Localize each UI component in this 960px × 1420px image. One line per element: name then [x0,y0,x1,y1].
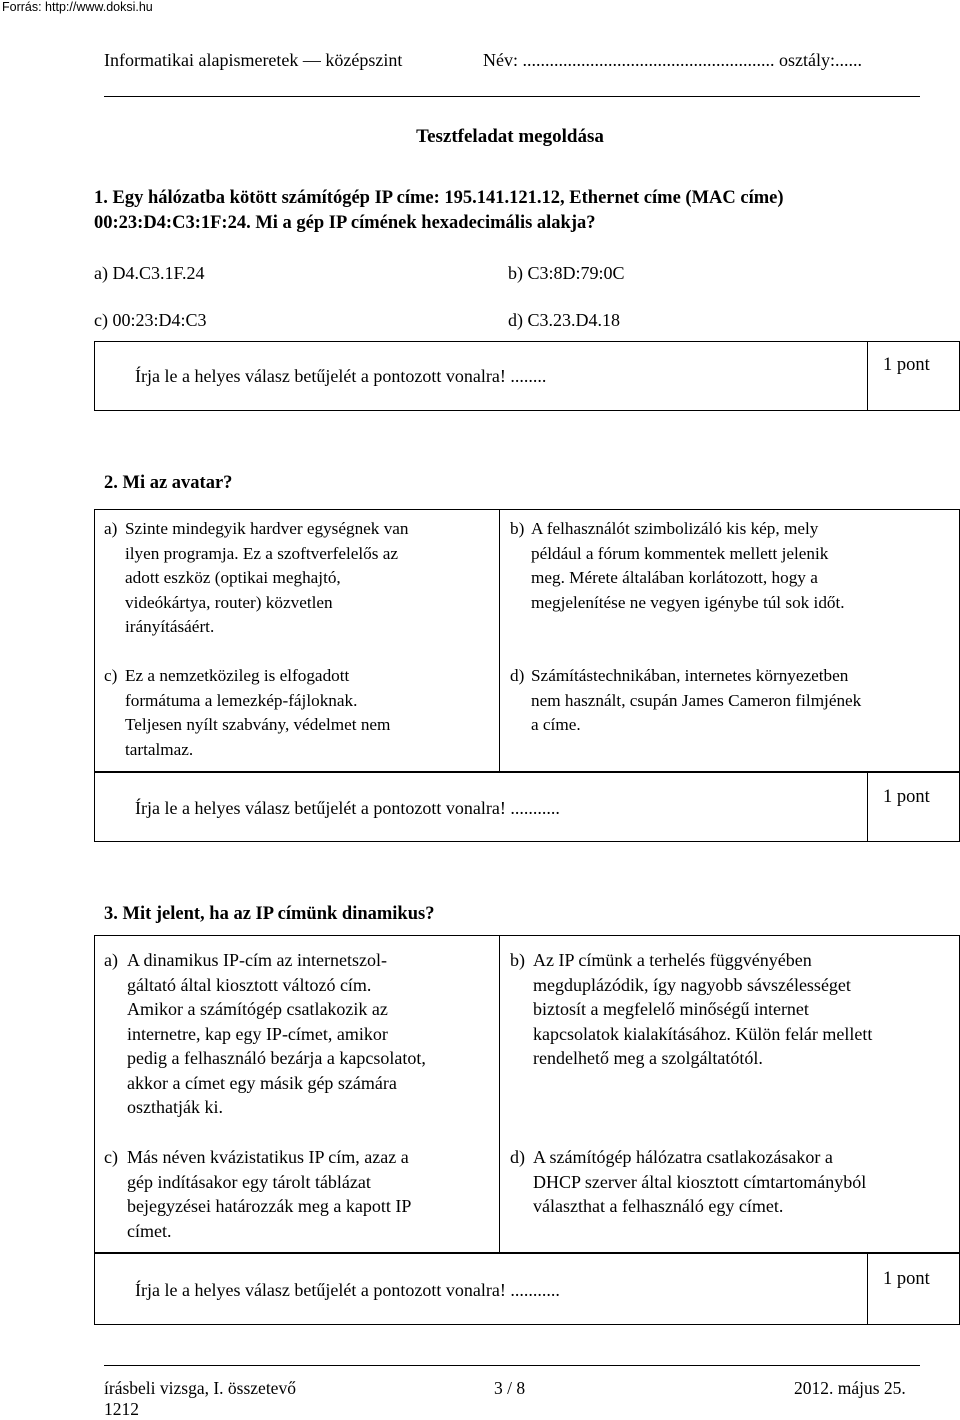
q3-points: 1 pont [883,1269,930,1289]
q2-c-line: tartalmaz. [125,739,194,759]
q2-a-line: ilyen programja. Ez a szoftverfelelős az [125,543,398,563]
q3-option-a [104,948,494,1120]
header-rule [104,96,920,97]
q2-b-line: megjelenítése ne vegyen igénybe túl sok időt. [531,592,845,612]
q3-b-line: megduplázódik, így nagyobb sávszélességet [533,974,851,995]
q2-b-line: A felhasználót szimbolizáló kis kép, mely [531,519,819,538]
header-subject: Informatikai alapismeretek — középszint [104,50,403,70]
q2-b-line: meg. Mérete általában korlátozott, hogy a [531,568,818,587]
footer-code: 1212 [104,1399,139,1419]
q2-c-line: Ez a nemzetközileg is elfogadott [125,666,350,685]
q3-a-line: akkor a címet egy másik gép számára [127,1072,397,1093]
q3-c-line: Más néven kvázistatikus IP cím, azaz a [127,1147,409,1167]
footer-date: 2012. május 25. [794,1378,906,1398]
q3-d-line: DHCP szerver által kiosztott címtartományból [533,1171,867,1192]
q3-a-line: Amikor a számítógép csatlakozik az [127,999,388,1019]
q2-c-line: formátuma a lemezkép-fájloknak. [125,690,358,710]
q3-answer-prompt[interactable]: Írja le a helyes válasz betűjelét a pontozott vonalra! ........... [135,1280,560,1300]
q2-d-line: a címe. [531,715,581,734]
q2-option-c [104,664,494,762]
q3-b-line: rendelhető meg a szolgáltatótól. [533,1048,763,1068]
header-name-field: Név: ........................................................ osztály:...... [483,50,862,70]
q2-answer-prompt[interactable]: Írja le a helyes válasz betűjelét a pontozott vonalra! ........... [135,798,560,818]
q1-points: 1 pont [883,355,930,375]
q3-d-line: választhat a felhasználó egy címet. [533,1196,784,1216]
q3-a-line: internetre, kap egy IP-címet, amikor [127,1023,388,1044]
q2-c-line: Teljesen nyílt szabvány, védelmet nem [125,715,391,734]
q1-answer-prompt[interactable]: Írja le a helyes válasz betűjelét a pontozott vonalra! ........ [135,366,547,386]
footer-rule [104,1365,920,1366]
q3-b-line: kapcsolatok kialakításához. Külön felár mellett [533,1023,873,1044]
q3-a-line: gáltató által kiosztott változó cím. [127,974,372,995]
q2-option-a [104,517,494,640]
q3-a-line: oszthatják ki. [127,1097,223,1117]
q2-a-line: irányításáért. [125,617,215,636]
q2-d-line: nem használt, csupán James Cameron filmjének [531,690,862,710]
q2-option-d [510,664,955,738]
q3-b-label: b) [510,950,525,970]
q2-b-label: b) [510,519,525,538]
q2-question: 2. Mi az avatar? [104,473,233,493]
page-title: Tesztfeladat megoldása [416,126,604,147]
q2-a-line: Szinte mindegyik hardver egységnek van [125,519,409,538]
q2-option-b [510,517,955,615]
q1-line1: 1. Egy hálózatba kötött számítógép IP címe: 195.141.121.12, Ethernet címe (MAC címe) [94,188,784,208]
q2-a-line: adott eszköz (optikai meghajtó, [125,568,341,587]
q3-d-label: d) [510,1147,525,1167]
q3-c-line: címet. [127,1220,172,1241]
q3-a-label: a) [104,950,118,970]
q1-answer-divider [867,341,868,411]
q3-b-line: biztosít a megfelelő minőségű internet [533,999,809,1019]
q3-c-label: c) [104,1147,118,1167]
q1-line2: 00:23:D4:C3:1F:24. Mi a gép IP címének hexadecimális alakja? [94,213,596,233]
q2-a-line: videókártya, router) közvetlen [125,592,333,612]
q3-a-line: pedig a felhasználó bezárja a kapcsolatot, [127,1048,426,1068]
q1-option-d: d) C3.23.D4.18 [508,310,620,330]
q2-c-label: c) [104,666,118,685]
q3-option-c [104,1145,494,1243]
q2-options-divider [499,509,500,772]
q2-a-label: a) [104,519,118,538]
q1-option-a: a) D4.C3.1F.24 [94,263,205,283]
q3-options-divider [499,935,500,1253]
q2-points: 1 pont [883,787,930,807]
q3-question: 3. Mit jelent, ha az IP címünk dinamikus? [104,904,435,924]
q3-option-d [510,1145,955,1219]
source-url: Forrás: http://www.doksi.hu [2,0,153,14]
q3-c-line: bejegyzései határozzák meg a kapott IP [127,1196,412,1216]
q1-option-b: b) C3:8D:79:0C [508,263,625,283]
q2-answer-divider [867,772,868,842]
q3-a-line: A dinamikus IP-cím az internetszol- [127,950,387,970]
footer-exam: írásbeli vizsga, I. összetevő [104,1378,296,1398]
q1-option-c: c) 00:23:D4:C3 [94,310,207,330]
q3-answer-divider [867,1253,868,1325]
q2-d-line: Számítástechnikában, internetes környezetben [531,666,849,685]
q3-option-b [510,948,955,1071]
q3-c-line: gép indításakor egy tárolt táblázat [127,1171,371,1192]
footer-page-number: 3 / 8 [494,1378,526,1398]
q3-b-line: Az IP címünk a terhelés függvényében [533,950,812,970]
q2-b-line: például a fórum kommentek mellett jelenik [531,543,829,563]
q2-d-label: d) [510,666,525,685]
q3-d-line: A számítógép hálózatra csatlakozásakor a [533,1147,833,1167]
